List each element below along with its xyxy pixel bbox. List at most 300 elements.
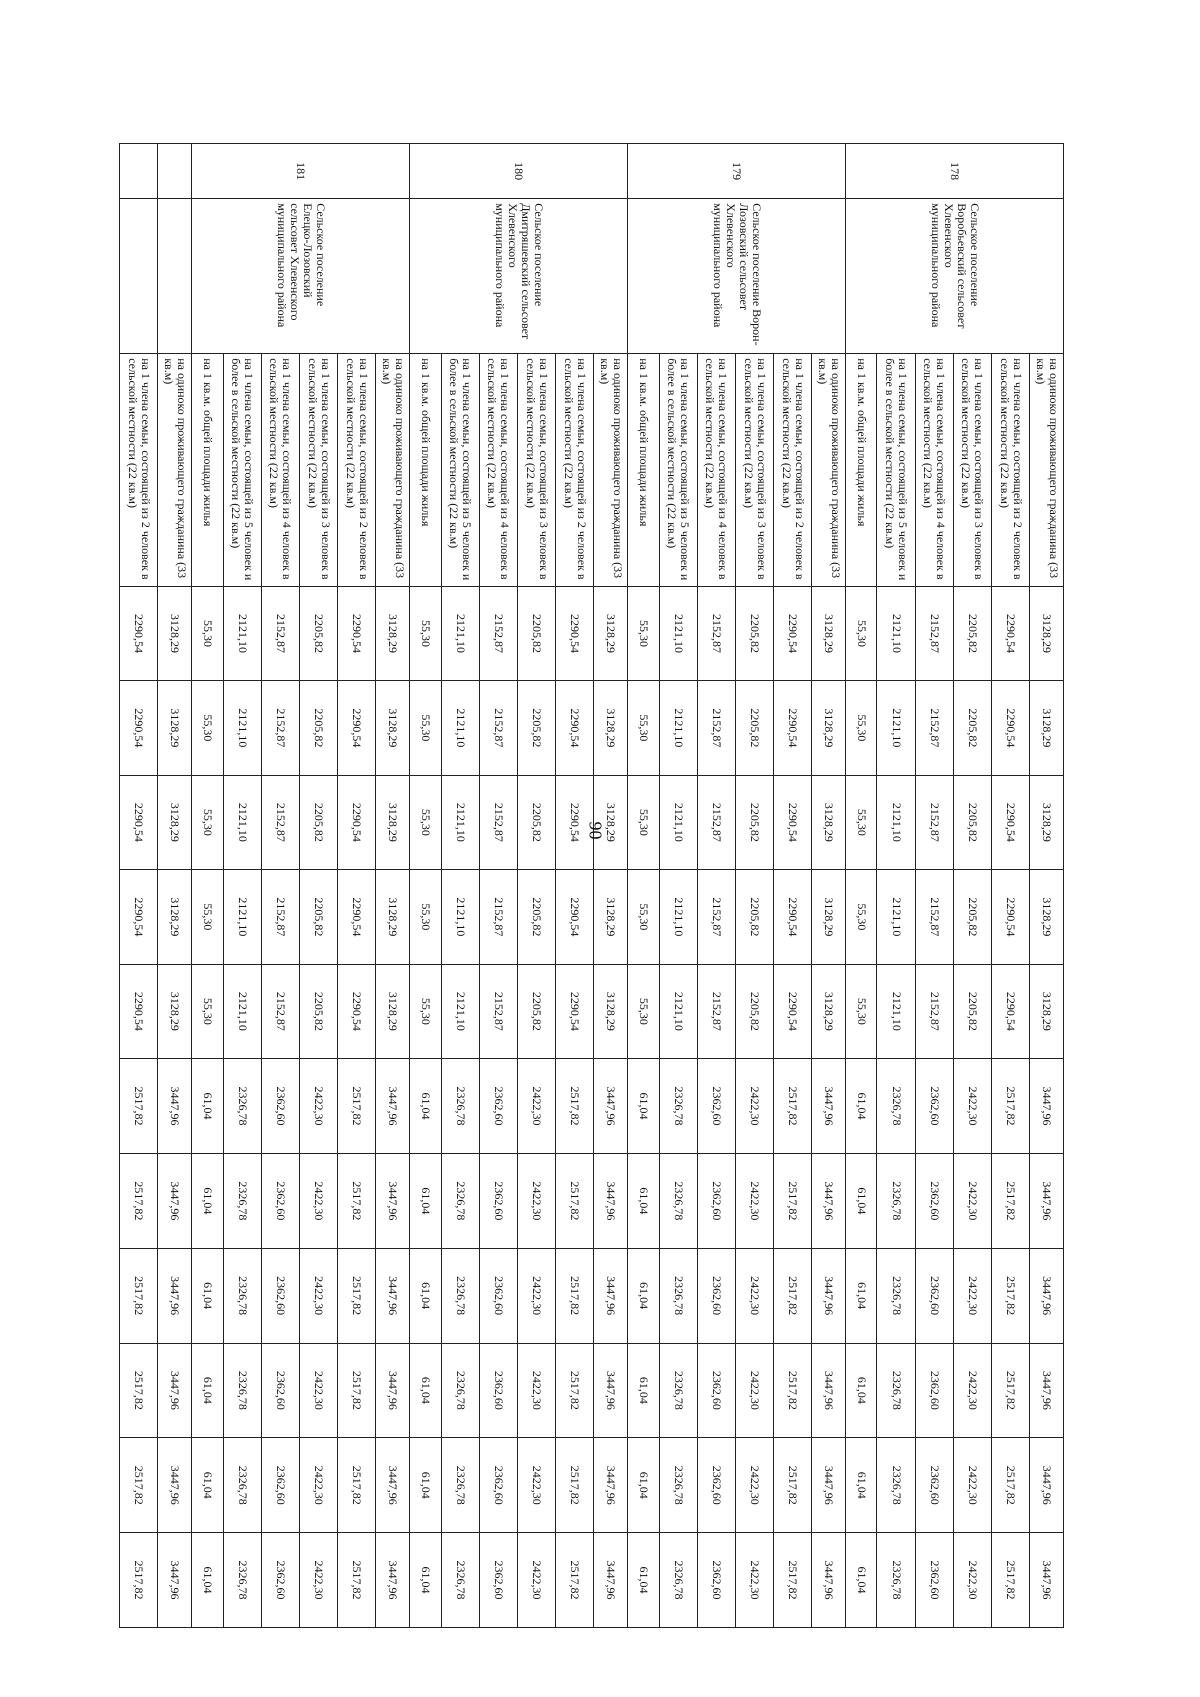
- value-cell: 55,30: [628, 681, 659, 775]
- value-cell: 3447,96: [812, 1153, 846, 1248]
- value-cell: 2517,82: [774, 1343, 812, 1438]
- value-cell: 2362,60: [261, 1153, 299, 1248]
- value-cell: 3128,29: [594, 586, 628, 680]
- value-cell: 3128,29: [376, 870, 410, 964]
- value-cell: 2121,10: [659, 775, 697, 869]
- value-cell: 2205,82: [735, 964, 773, 1058]
- value-cell: 2152,87: [915, 681, 953, 775]
- value-cell: 61,04: [846, 1343, 877, 1438]
- category-label: на 1 члена семьи, состоящей из 5 человек и более в сельской местности (22 кв.м): [223, 354, 261, 587]
- value-cell: 3447,96: [158, 1248, 192, 1343]
- value-cell: 55,30: [410, 964, 441, 1058]
- value-cell: 55,30: [192, 870, 223, 964]
- value-cell: 2205,82: [299, 964, 337, 1058]
- value-cell: 3128,29: [158, 964, 192, 1058]
- value-cell: 2205,82: [517, 870, 555, 964]
- category-label: на одиноко проживающего гражданина (33 кв.м): [594, 354, 628, 587]
- value-cell: 2205,82: [953, 775, 991, 869]
- category-label: на 1 члена семьи, состоящей из 3 человек в сельской местности (22 кв.м): [299, 354, 337, 587]
- value-cell: 55,30: [192, 586, 223, 680]
- value-cell: 2362,60: [697, 1533, 735, 1628]
- value-cell: 2362,60: [261, 1059, 299, 1154]
- value-cell: 2422,30: [735, 1438, 773, 1533]
- value-cell: 3128,29: [158, 681, 192, 775]
- table-row: [299, 144, 337, 1628]
- value-cell: 55,30: [192, 775, 223, 869]
- category-label: на 1 кв.м. общей площади жилья: [410, 354, 441, 587]
- value-cell: 2121,10: [877, 775, 915, 869]
- value-cell: 2362,60: [915, 1343, 953, 1438]
- table-row: [697, 144, 735, 1628]
- category-label: на 1 члена семьи, состоящей из 5 человек и более в сельской местности (22 кв.м): [659, 354, 697, 587]
- value-cell: 2205,82: [517, 964, 555, 1058]
- value-cell: 2422,30: [953, 1059, 991, 1154]
- table-row: [120, 144, 158, 1628]
- value-cell: 61,04: [628, 1438, 659, 1533]
- category-label: на 1 члена семьи, состоящей из 3 человек в сельской местности (22 кв.м): [735, 354, 773, 587]
- value-cell: 55,30: [846, 870, 877, 964]
- value-cell: 2517,82: [774, 1248, 812, 1343]
- value-cell: 3447,96: [1030, 1059, 1064, 1154]
- value-cell: 61,04: [628, 1343, 659, 1438]
- value-cell: 61,04: [410, 1153, 441, 1248]
- value-cell: 2422,30: [735, 1153, 773, 1248]
- value-cell: 2290,54: [774, 870, 812, 964]
- settlement-name: Сельское поселение Ворон-Лозовский сельсовет Хлевенского муниципального района: [628, 199, 846, 354]
- value-cell: 55,30: [628, 870, 659, 964]
- value-cell: 2422,30: [953, 1248, 991, 1343]
- value-cell: 2326,78: [441, 1153, 479, 1248]
- value-cell: 2517,82: [120, 1059, 158, 1154]
- value-cell: 2362,60: [479, 1343, 517, 1438]
- value-cell: 3128,29: [158, 870, 192, 964]
- table-row: [594, 144, 628, 1628]
- value-cell: 2121,10: [877, 870, 915, 964]
- value-cell: 3128,29: [1030, 775, 1064, 869]
- value-cell: 2517,82: [992, 1438, 1030, 1533]
- value-cell: 3447,96: [812, 1533, 846, 1628]
- table-row: [628, 144, 659, 1628]
- value-cell: 2422,30: [735, 1533, 773, 1628]
- value-cell: 55,30: [628, 586, 659, 680]
- value-cell: 2517,82: [120, 1438, 158, 1533]
- value-cell: 2517,82: [774, 1533, 812, 1628]
- table-row: [338, 144, 376, 1628]
- value-cell: 2152,87: [479, 870, 517, 964]
- value-cell: 61,04: [410, 1533, 441, 1628]
- value-cell: 3447,96: [158, 1343, 192, 1438]
- value-cell: 2422,30: [953, 1153, 991, 1248]
- value-cell: 2152,87: [261, 775, 299, 869]
- value-cell: 2517,82: [338, 1343, 376, 1438]
- value-cell: 2326,78: [877, 1438, 915, 1533]
- value-cell: 2422,30: [735, 1059, 773, 1154]
- value-cell: 2422,30: [953, 1533, 991, 1628]
- value-cell: 2290,54: [992, 870, 1030, 964]
- table-row: [158, 144, 192, 1628]
- value-cell: 2422,30: [517, 1248, 555, 1343]
- value-cell: 2290,54: [338, 586, 376, 680]
- value-cell: 2290,54: [992, 681, 1030, 775]
- value-cell: 61,04: [192, 1533, 223, 1628]
- value-cell: 55,30: [410, 775, 441, 869]
- table-row: [223, 144, 261, 1628]
- row-index: 178: [846, 144, 1064, 199]
- value-cell: 3447,96: [1030, 1343, 1064, 1438]
- value-cell: 2362,60: [915, 1153, 953, 1248]
- value-cell: 2121,10: [223, 681, 261, 775]
- value-cell: 2422,30: [953, 1343, 991, 1438]
- value-cell: 2517,82: [774, 1059, 812, 1154]
- value-cell: 3128,29: [812, 964, 846, 1058]
- value-cell: 2517,82: [338, 1438, 376, 1533]
- value-cell: 2326,78: [223, 1438, 261, 1533]
- row-index: [120, 144, 158, 199]
- value-cell: 2290,54: [338, 964, 376, 1058]
- value-cell: 61,04: [846, 1153, 877, 1248]
- value-cell: 2121,10: [223, 964, 261, 1058]
- value-cell: 61,04: [410, 1438, 441, 1533]
- value-cell: 3447,96: [594, 1343, 628, 1438]
- value-cell: 2422,30: [735, 1248, 773, 1343]
- table-row: [735, 144, 773, 1628]
- value-cell: 2326,78: [223, 1059, 261, 1154]
- value-cell: 2205,82: [517, 681, 555, 775]
- row-index: [158, 144, 192, 199]
- value-cell: 2121,10: [877, 681, 915, 775]
- value-cell: 2290,54: [774, 681, 812, 775]
- table-row: [556, 144, 594, 1628]
- value-cell: 61,04: [628, 1059, 659, 1154]
- value-cell: 2517,82: [992, 1153, 1030, 1248]
- value-cell: 3447,96: [1030, 1438, 1064, 1533]
- value-cell: 61,04: [192, 1059, 223, 1154]
- row-index: 181: [192, 144, 410, 199]
- value-cell: 2326,78: [877, 1343, 915, 1438]
- category-label: на 1 члена семьи, состоящей из 4 человек в сельской местности (22 кв.м): [479, 354, 517, 587]
- table-row: [192, 144, 223, 1628]
- value-cell: 3447,96: [812, 1343, 846, 1438]
- value-cell: 2290,54: [556, 775, 594, 869]
- value-cell: 55,30: [628, 964, 659, 1058]
- value-cell: 2362,60: [261, 1343, 299, 1438]
- value-cell: 2326,78: [877, 1248, 915, 1343]
- value-cell: 2362,60: [697, 1248, 735, 1343]
- value-cell: 2326,78: [659, 1533, 697, 1628]
- value-cell: 2517,82: [556, 1533, 594, 1628]
- value-cell: 2362,60: [915, 1438, 953, 1533]
- value-cell: 2152,87: [697, 681, 735, 775]
- settlement-name: Сельское поселение Воробьевский сельсовет Хлевенского муниципального района: [846, 199, 1064, 354]
- category-label: на 1 члена семьи, состоящей из 4 человек в сельской местности (22 кв.м): [697, 354, 735, 587]
- value-cell: 2326,78: [877, 1153, 915, 1248]
- value-cell: 2205,82: [953, 964, 991, 1058]
- value-cell: 2517,82: [556, 1153, 594, 1248]
- value-cell: 2517,82: [120, 1343, 158, 1438]
- value-cell: 2205,82: [735, 681, 773, 775]
- value-cell: 3447,96: [158, 1059, 192, 1154]
- value-cell: 2326,78: [223, 1153, 261, 1248]
- settlement-name: Сельское поселение Дмитряшевский сельсовет Хлевенского муниципального района: [410, 199, 628, 354]
- category-label: на 1 члена семьи, состоящей из 3 человек в сельской местности (22 кв.м): [953, 354, 991, 587]
- value-cell: 2121,10: [877, 964, 915, 1058]
- value-cell: 2152,87: [479, 586, 517, 680]
- value-cell: 3447,96: [158, 1153, 192, 1248]
- value-cell: 2362,60: [479, 1153, 517, 1248]
- value-cell: 2121,10: [223, 586, 261, 680]
- value-cell: 2326,78: [223, 1248, 261, 1343]
- table-row: [877, 144, 915, 1628]
- value-cell: 2517,82: [556, 1059, 594, 1154]
- value-cell: 2362,60: [697, 1343, 735, 1438]
- value-cell: 2121,10: [877, 586, 915, 680]
- value-cell: 3447,96: [1030, 1533, 1064, 1628]
- value-cell: 55,30: [846, 586, 877, 680]
- value-cell: 2290,54: [992, 964, 1030, 1058]
- category-label: на 1 члена семьи, состоящей из 2 человек в сельской местности (22 кв.м): [774, 354, 812, 587]
- value-cell: 3447,96: [376, 1438, 410, 1533]
- category-label: на 1 члена семьи, состоящей из 5 человек и более в сельской местности (22 кв.м): [441, 354, 479, 587]
- row-index: 179: [628, 144, 846, 199]
- value-cell: 2290,54: [120, 964, 158, 1058]
- value-cell: 3128,29: [376, 586, 410, 680]
- category-label: на 1 члена семьи, состоящей из 2 человек в сельской местности (22 кв.м): [120, 354, 158, 587]
- value-cell: 2152,87: [697, 870, 735, 964]
- value-cell: 2290,54: [774, 775, 812, 869]
- value-cell: 2290,54: [556, 964, 594, 1058]
- category-label: на 1 члена семьи, состоящей из 2 человек в сельской местности (22 кв.м): [992, 354, 1030, 587]
- value-cell: 2290,54: [556, 870, 594, 964]
- value-cell: 2290,54: [338, 775, 376, 869]
- value-cell: 2326,78: [659, 1248, 697, 1343]
- value-cell: 2205,82: [735, 586, 773, 680]
- value-cell: 2121,10: [441, 964, 479, 1058]
- value-cell: 2152,87: [697, 964, 735, 1058]
- value-cell: 2290,54: [338, 681, 376, 775]
- value-cell: 3128,29: [158, 586, 192, 680]
- value-cell: 3447,96: [376, 1153, 410, 1248]
- rotated-table-sheet: [119, 143, 1064, 1628]
- page-number: 90: [585, 821, 606, 840]
- value-cell: 61,04: [410, 1059, 441, 1154]
- value-cell: 3447,96: [1030, 1153, 1064, 1248]
- value-cell: 3128,29: [594, 870, 628, 964]
- value-cell: 3447,96: [594, 1153, 628, 1248]
- category-label: на 1 члена семьи, состоящей из 5 человек и более в сельской местности (22 кв.м): [877, 354, 915, 587]
- value-cell: 3447,96: [376, 1059, 410, 1154]
- value-cell: 2326,78: [441, 1438, 479, 1533]
- category-label: на 1 члена семьи, состоящей из 4 человек в сельской местности (22 кв.м): [915, 354, 953, 587]
- value-cell: 2362,60: [261, 1248, 299, 1343]
- value-cell: 3128,29: [1030, 586, 1064, 680]
- value-cell: 3447,96: [158, 1533, 192, 1628]
- value-cell: 2121,10: [441, 681, 479, 775]
- value-cell: 2422,30: [953, 1438, 991, 1533]
- table-row: [774, 144, 812, 1628]
- value-cell: 3447,96: [812, 1248, 846, 1343]
- value-cell: 2422,30: [299, 1248, 337, 1343]
- value-cell: 2422,30: [299, 1153, 337, 1248]
- value-cell: 2362,60: [915, 1248, 953, 1343]
- value-cell: 2205,82: [517, 775, 555, 869]
- tariff-table: [119, 143, 1064, 1628]
- value-cell: 2326,78: [223, 1343, 261, 1438]
- value-cell: 2152,87: [915, 775, 953, 869]
- value-cell: 2517,82: [338, 1153, 376, 1248]
- value-cell: 61,04: [628, 1533, 659, 1628]
- value-cell: 2517,82: [556, 1248, 594, 1343]
- value-cell: 61,04: [846, 1438, 877, 1533]
- value-cell: 2121,10: [441, 775, 479, 869]
- value-cell: 2517,82: [338, 1248, 376, 1343]
- value-cell: 55,30: [410, 870, 441, 964]
- value-cell: 2290,54: [120, 586, 158, 680]
- value-cell: 61,04: [846, 1248, 877, 1343]
- value-cell: 2422,30: [517, 1059, 555, 1154]
- value-cell: 2326,78: [659, 1059, 697, 1154]
- value-cell: 2326,78: [223, 1533, 261, 1628]
- value-cell: 3128,29: [376, 775, 410, 869]
- value-cell: 3447,96: [376, 1343, 410, 1438]
- value-cell: 55,30: [192, 964, 223, 1058]
- value-cell: 3128,29: [812, 681, 846, 775]
- settlement-name: Сельское поселение Елецко-Лозовский сельсовет Хлевенского муниципального района: [192, 199, 410, 354]
- table-row: [1030, 144, 1064, 1628]
- value-cell: 2152,87: [479, 681, 517, 775]
- value-cell: 3447,96: [594, 1533, 628, 1628]
- value-cell: 2290,54: [556, 586, 594, 680]
- value-cell: 2152,87: [261, 870, 299, 964]
- category-label: на 1 члена семьи, состоящей из 3 человек в сельской местности (22 кв.м): [517, 354, 555, 587]
- value-cell: 2290,54: [992, 586, 1030, 680]
- category-label: на 1 члена семьи, состоящей из 2 человек в сельской местности (22 кв.м): [556, 354, 594, 587]
- value-cell: 3128,29: [1030, 964, 1064, 1058]
- value-cell: 2517,82: [338, 1059, 376, 1154]
- table-row: [846, 144, 877, 1628]
- value-cell: 3447,96: [594, 1059, 628, 1154]
- value-cell: 2152,87: [261, 681, 299, 775]
- value-cell: 2205,82: [299, 681, 337, 775]
- value-cell: 2205,82: [735, 775, 773, 869]
- value-cell: 3447,96: [1030, 1248, 1064, 1343]
- value-cell: 2517,82: [992, 1248, 1030, 1343]
- value-cell: 2290,54: [120, 870, 158, 964]
- value-cell: 61,04: [410, 1343, 441, 1438]
- value-cell: 61,04: [628, 1248, 659, 1343]
- value-cell: 61,04: [192, 1248, 223, 1343]
- value-cell: 2517,82: [120, 1153, 158, 1248]
- value-cell: 2326,78: [877, 1533, 915, 1628]
- category-label: на одиноко проживающего гражданина (33 кв.м): [158, 354, 192, 587]
- value-cell: 3128,29: [594, 775, 628, 869]
- value-cell: 2290,54: [556, 681, 594, 775]
- category-label: на одиноко проживающего гражданина (33 кв.м): [1030, 354, 1064, 587]
- value-cell: 2362,60: [479, 1533, 517, 1628]
- value-cell: 2121,10: [659, 586, 697, 680]
- value-cell: 2121,10: [659, 964, 697, 1058]
- table-row: [915, 144, 953, 1628]
- table-row: [953, 144, 991, 1628]
- value-cell: 3128,29: [594, 681, 628, 775]
- value-cell: 2517,82: [120, 1533, 158, 1628]
- value-cell: 3128,29: [812, 586, 846, 680]
- value-cell: 2517,82: [338, 1533, 376, 1628]
- value-cell: 2362,60: [697, 1059, 735, 1154]
- value-cell: 2362,60: [915, 1059, 953, 1154]
- value-cell: 2517,82: [774, 1438, 812, 1533]
- value-cell: 2152,87: [697, 775, 735, 869]
- value-cell: 3128,29: [812, 870, 846, 964]
- value-cell: 2422,30: [299, 1438, 337, 1533]
- value-cell: 3128,29: [376, 964, 410, 1058]
- table-row: [441, 144, 479, 1628]
- table-row: [659, 144, 697, 1628]
- category-label: на 1 члена семьи, состоящей из 2 человек в сельской местности (22 кв.м): [338, 354, 376, 587]
- table-row: [812, 144, 846, 1628]
- value-cell: 3128,29: [158, 775, 192, 869]
- value-cell: 3447,96: [158, 1438, 192, 1533]
- value-cell: 2362,60: [479, 1248, 517, 1343]
- settlement-name: [120, 199, 158, 354]
- category-label: на одиноко проживающего гражданина (33 кв.м): [376, 354, 410, 587]
- value-cell: 61,04: [846, 1533, 877, 1628]
- value-cell: 2326,78: [441, 1059, 479, 1154]
- value-cell: 61,04: [192, 1343, 223, 1438]
- value-cell: 2121,10: [659, 681, 697, 775]
- value-cell: 2422,30: [517, 1153, 555, 1248]
- value-cell: 2205,82: [299, 775, 337, 869]
- value-cell: 2290,54: [774, 586, 812, 680]
- category-label: на одиноко проживающего гражданина (33 кв.м): [812, 354, 846, 587]
- value-cell: 2517,82: [992, 1533, 1030, 1628]
- value-cell: 2290,54: [338, 870, 376, 964]
- value-cell: 55,30: [846, 681, 877, 775]
- value-cell: 2290,54: [774, 964, 812, 1058]
- value-cell: 2326,78: [441, 1533, 479, 1628]
- value-cell: 2152,87: [697, 586, 735, 680]
- table-row: [410, 144, 441, 1628]
- table-row: [376, 144, 410, 1628]
- value-cell: 2152,87: [261, 586, 299, 680]
- table-row: [517, 144, 555, 1628]
- value-cell: 2290,54: [120, 775, 158, 869]
- value-cell: 55,30: [628, 775, 659, 869]
- value-cell: 2205,82: [299, 586, 337, 680]
- row-index: 180: [410, 144, 628, 199]
- value-cell: 61,04: [628, 1153, 659, 1248]
- value-cell: 2422,30: [517, 1438, 555, 1533]
- value-cell: 2362,60: [697, 1153, 735, 1248]
- value-cell: 61,04: [410, 1248, 441, 1343]
- value-cell: 55,30: [192, 681, 223, 775]
- table-row: [479, 144, 517, 1628]
- value-cell: 2422,30: [517, 1343, 555, 1438]
- value-cell: 3128,29: [1030, 870, 1064, 964]
- value-cell: 2517,82: [556, 1343, 594, 1438]
- value-cell: 2517,82: [556, 1438, 594, 1533]
- value-cell: 2290,54: [992, 775, 1030, 869]
- value-cell: 3128,29: [594, 964, 628, 1058]
- value-cell: 2152,87: [479, 964, 517, 1058]
- value-cell: 3447,96: [812, 1059, 846, 1154]
- value-cell: 3128,29: [812, 775, 846, 869]
- value-cell: 2422,30: [517, 1533, 555, 1628]
- value-cell: 2205,82: [953, 870, 991, 964]
- value-cell: 61,04: [192, 1438, 223, 1533]
- value-cell: 3447,96: [376, 1248, 410, 1343]
- value-cell: 2326,78: [441, 1343, 479, 1438]
- value-cell: 2205,82: [299, 870, 337, 964]
